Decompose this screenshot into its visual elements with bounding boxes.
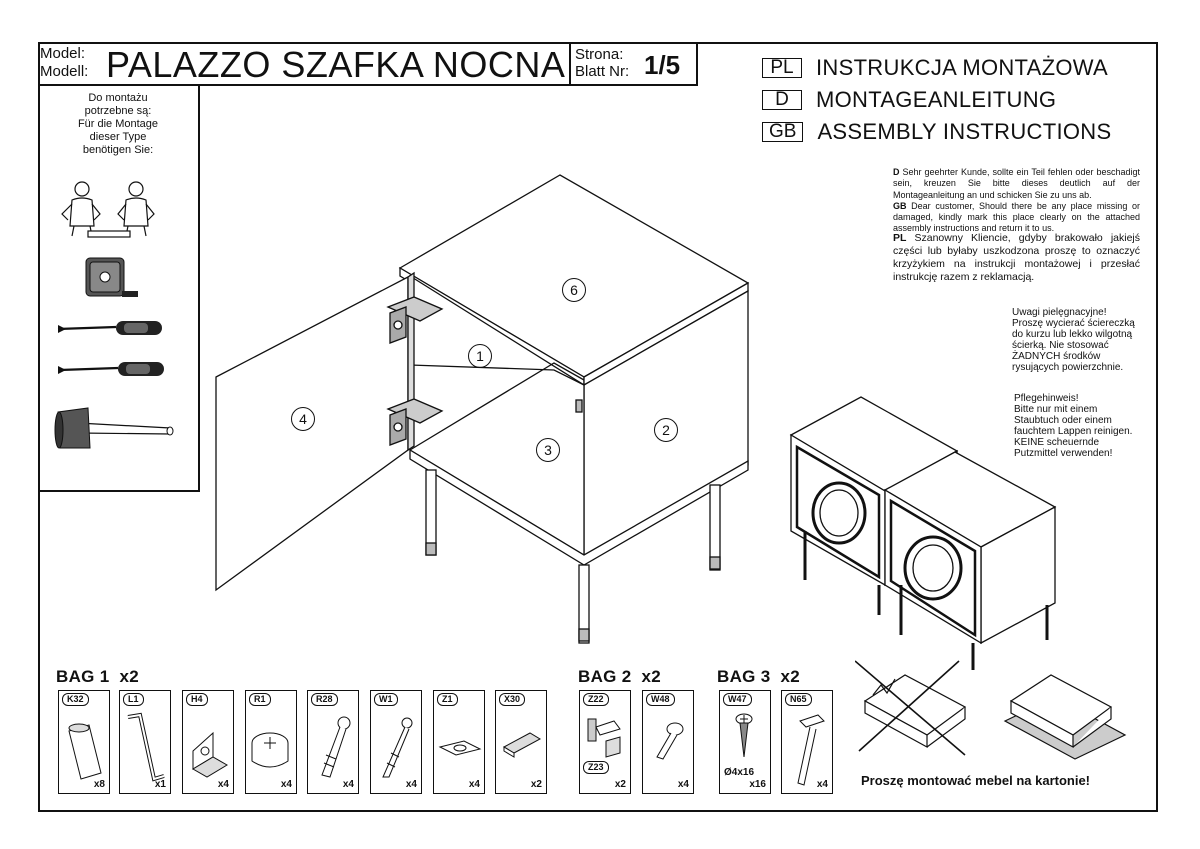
carton-illustrations [855, 655, 1135, 770]
part-w1: W1 x4 [370, 690, 422, 794]
connector-icon [496, 691, 546, 791]
panel-number: 6 [562, 278, 586, 302]
page-number: 1/5 [644, 50, 681, 80]
cam-lock-icon [246, 691, 296, 791]
model-label: Model: [40, 45, 86, 62]
part-w47: W47 Ø4x16 x16 [719, 690, 771, 794]
dowel-icon [59, 691, 109, 791]
model-label-de: Modell: [40, 63, 89, 80]
language-text: ASSEMBLY INSTRUCTIONS [817, 119, 1112, 144]
part-l1: L1 x1 [119, 690, 171, 794]
language-row [762, 119, 1111, 145]
part-h4: H4 x4 [182, 690, 234, 794]
missing-parts-notice-pl: PL Szanowny Kliencie, gdyby brakowało jakiejś części lub byłaby uszkodzona proszę to oznaczyć krzyżykiem na instrukcji montażowej i przesłać instrukcję razem z reklamacją. [893, 232, 1140, 283]
panel-number: 1 [468, 344, 492, 368]
two-people-icon [62, 182, 154, 237]
part-k32: K32 x8 [58, 690, 110, 794]
bag-1-title: BAG 1 x2 [56, 667, 140, 686]
care-note-de: Pflegehinweis! Bitte nur mit einem Staubtuch oder einem fauchtem Lappen reinigen. KEINE scheuernde Putzmittel verwenden! [1014, 393, 1133, 459]
tools-illustration [38, 86, 198, 490]
part-x30: X30 x2 [495, 690, 547, 794]
furniture-leg-icon [782, 691, 832, 791]
tape-measure-icon [86, 258, 138, 297]
tools-box [38, 86, 200, 492]
part-size: Ø4x16 [724, 767, 755, 778]
panel-number: 3 [536, 438, 560, 462]
language-list [762, 55, 1111, 145]
cam-bolt-icon [308, 691, 358, 791]
language-code: D [762, 90, 802, 110]
panel-number: 2 [654, 418, 678, 442]
leg [426, 470, 436, 555]
panel-number: 4 [291, 407, 315, 431]
carton-note: Proszę montować mebel na kartonie! [861, 773, 1091, 788]
care-note-pl: Uwagi pielęgnacyjne! Proszę wycierać ściereczką do kurzu lub lekko wilgotną ścierką. Nie stosować ŻADNYCH środków rysujących powierzchnie. [1012, 307, 1135, 373]
language-code: GB [762, 122, 803, 142]
pad-icon [434, 691, 484, 791]
hinge-part-icon [580, 691, 630, 791]
language-row [762, 87, 1111, 113]
wrong-no-carton-icon [855, 661, 965, 755]
part-r28: R28 x4 [307, 690, 359, 794]
language-text: INSTRUKCJA MONTAŻOWA [816, 55, 1108, 80]
wood-screw-icon [643, 691, 693, 791]
page-label: Strona: [575, 46, 624, 63]
language-code: PL [762, 58, 802, 78]
page-label-de: Blatt Nr: [575, 63, 630, 80]
hammer-icon [55, 408, 173, 448]
flat-screwdriver-icon [58, 321, 162, 335]
tools-caption: Do montażu potrzebne są: Für die Montage dieser Type benötigen Sie: [77, 92, 159, 156]
part-r1: R1 x4 [245, 690, 297, 794]
finished-product-illustration [785, 395, 1075, 675]
page-title: PALAZZO SZAFKA NOCNA [106, 44, 566, 85]
part-z22: Z22 Z23 x2 [579, 690, 631, 794]
door-panel [216, 277, 408, 590]
language-text: MONTAGEANLEITUNG [816, 87, 1057, 112]
correct-on-carton-icon [1005, 675, 1125, 759]
hex-key-icon [120, 691, 170, 791]
part-w48: W48 x4 [642, 690, 694, 794]
language-row [762, 55, 1111, 81]
phillips-screwdriver-icon [58, 362, 164, 376]
screw-icon [371, 691, 421, 791]
bag-2-title: BAG 2 x2 [578, 667, 662, 686]
missing-parts-notice: D Sehr geehrter Kunde, sollte ein Teil fehlen oder beschadigt sein, kreuzen Sie bitte dieses deutlich auf der Montageanleitung an und schicken Sie zu uns ab. GB Dear customer, Should there be any place missing or damaged, kindly mark this place clearly on the attached assembly instructions and return it to us. [893, 167, 1140, 234]
header-box [38, 42, 698, 86]
part-n65: N65 x4 [781, 690, 833, 794]
header-divider [569, 42, 571, 84]
bag-3-title: BAG 3 x2 [717, 667, 801, 686]
bracket-icon [183, 691, 233, 791]
part-z1: Z1 x4 [433, 690, 485, 794]
